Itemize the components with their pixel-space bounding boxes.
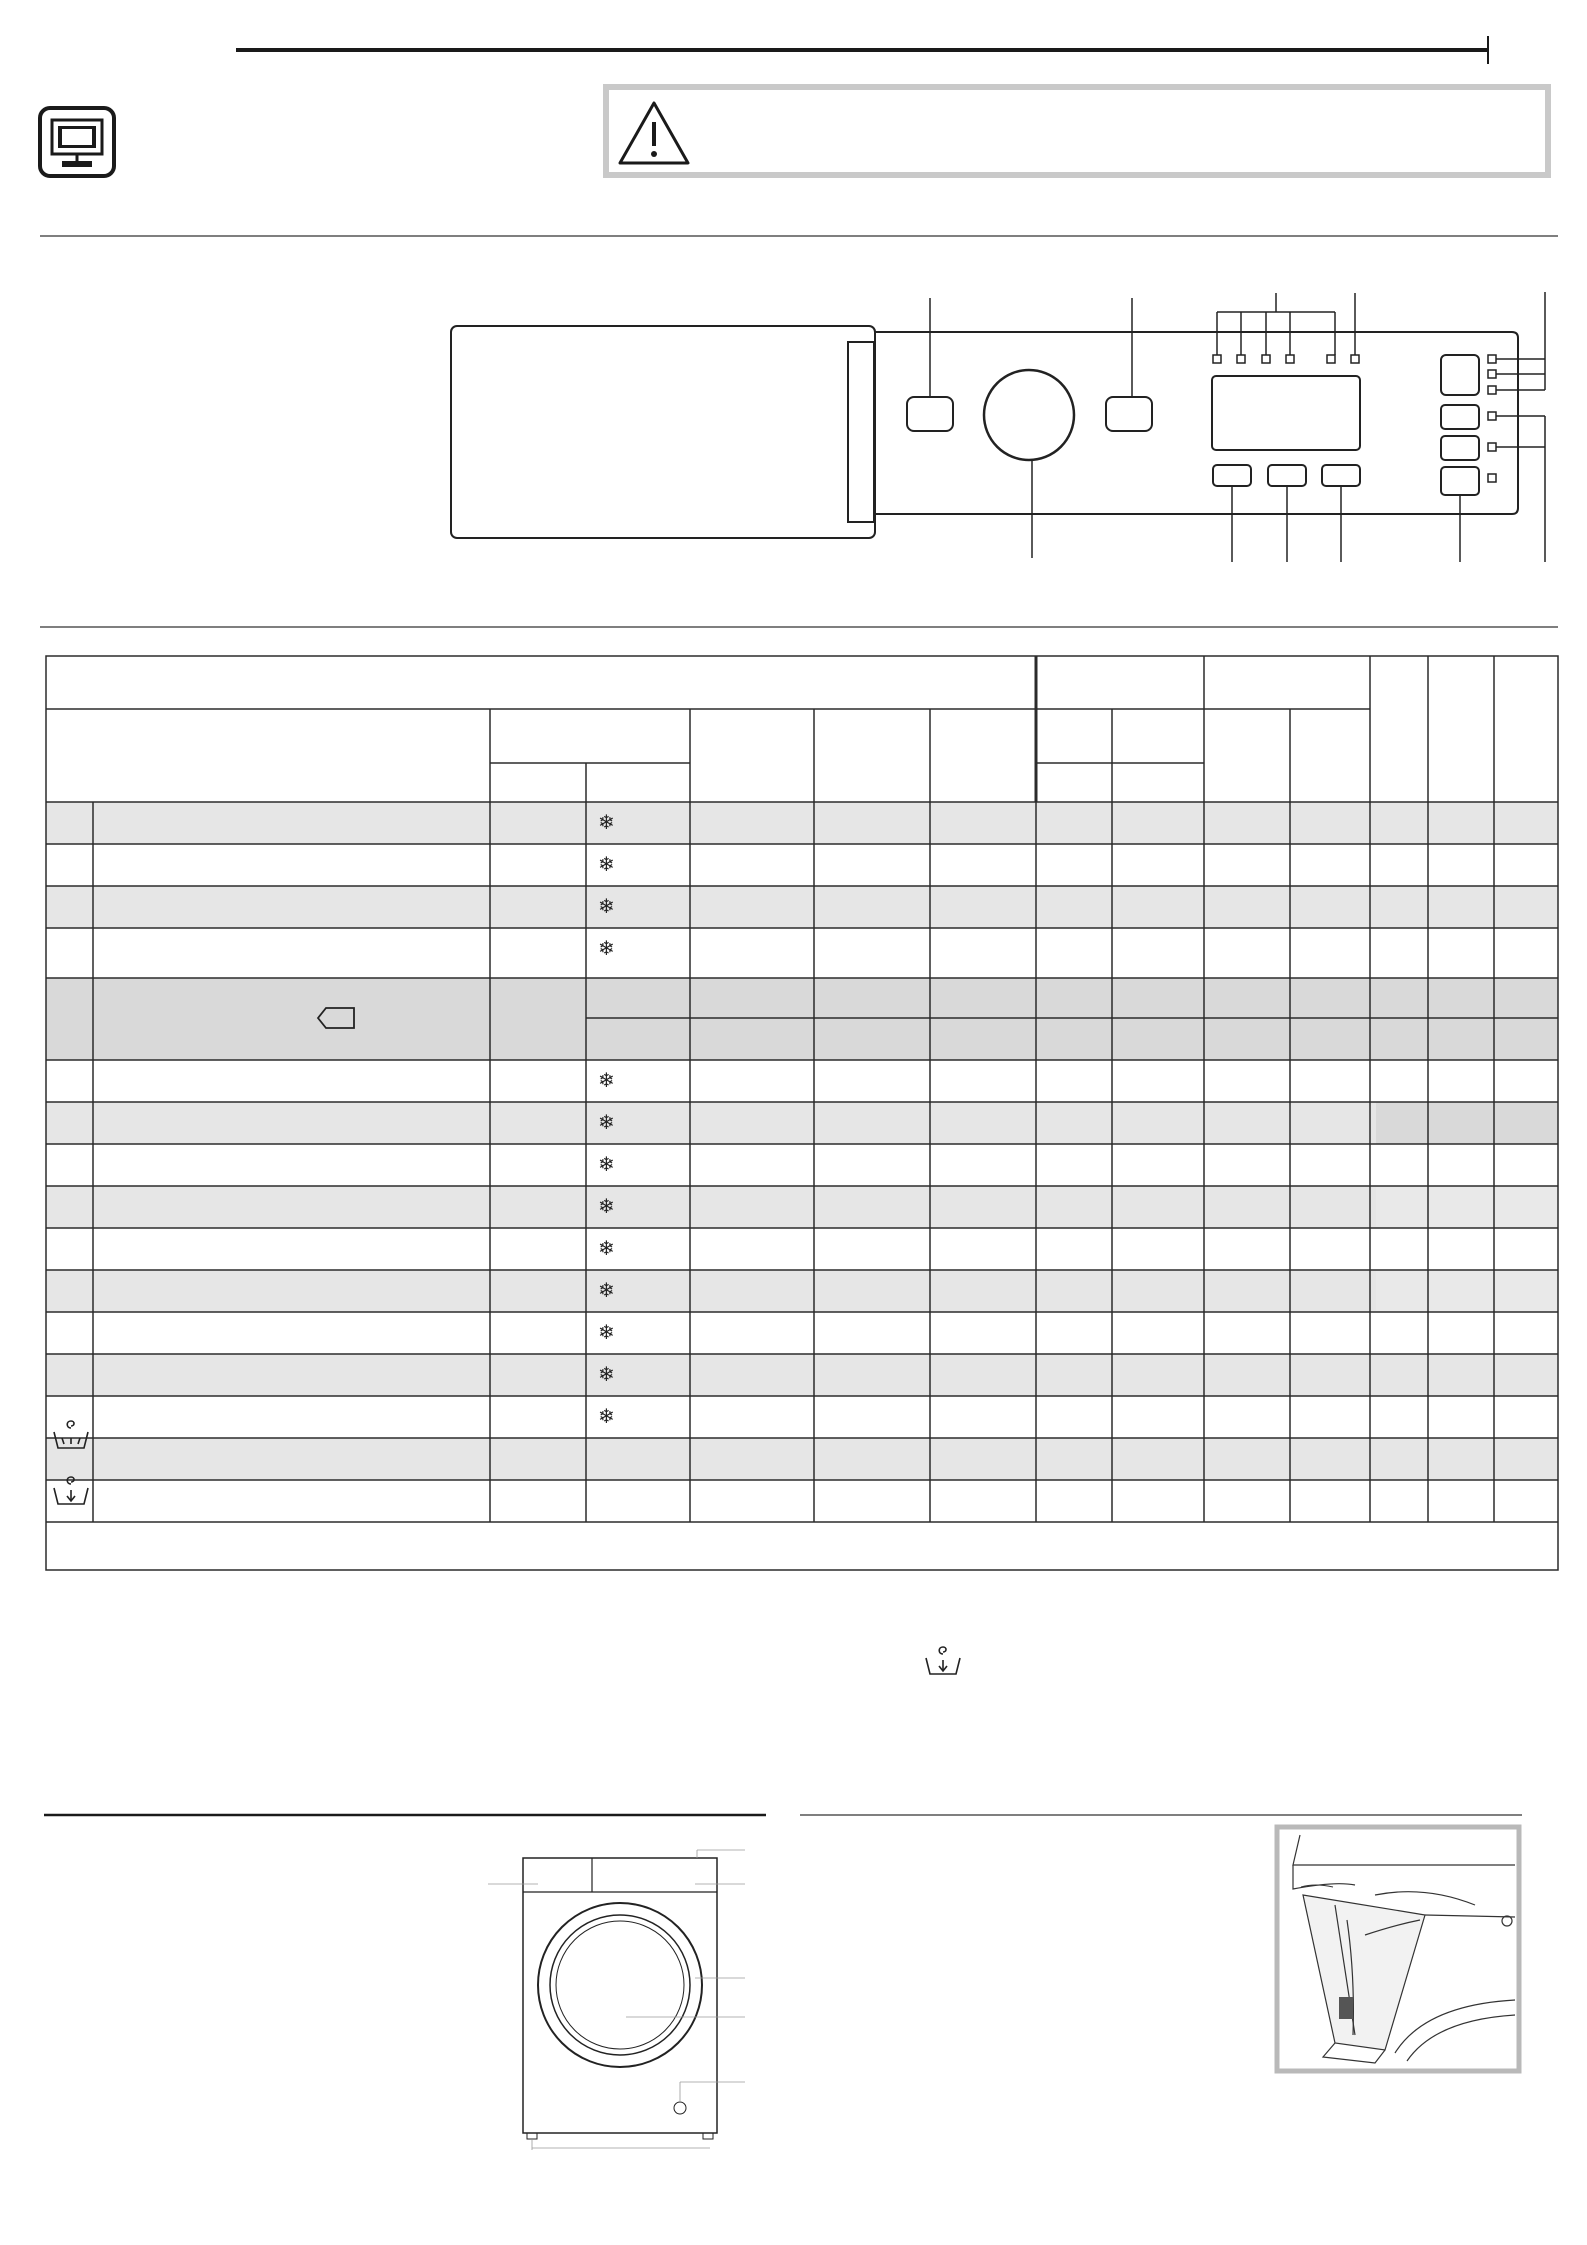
snowflake-icon: ❄ xyxy=(598,1152,615,1176)
snowflake-icon: ❄ xyxy=(598,1110,615,1134)
snowflake-icon: ❄ xyxy=(598,810,615,834)
snowflake-icon: ❄ xyxy=(598,936,615,960)
snowflake-icon: ❄ xyxy=(598,1194,615,1218)
snowflake-icon: ❄ xyxy=(598,1320,615,1344)
snowflake-icon: ❄ xyxy=(598,1068,615,1092)
detergent-drawer-photo xyxy=(1275,1825,1521,2073)
washing-machine-front-view xyxy=(480,1835,750,2155)
snowflake-icon: ❄ xyxy=(598,894,615,918)
snowflake-icon: ❄ xyxy=(598,1236,615,1260)
snowflake-icon: ❄ xyxy=(598,1404,615,1428)
snowflake-icon: ❄ xyxy=(598,1278,615,1302)
snowflake-icon: ❄ xyxy=(598,852,615,876)
snowflake-icon: ❄ xyxy=(598,1362,615,1386)
